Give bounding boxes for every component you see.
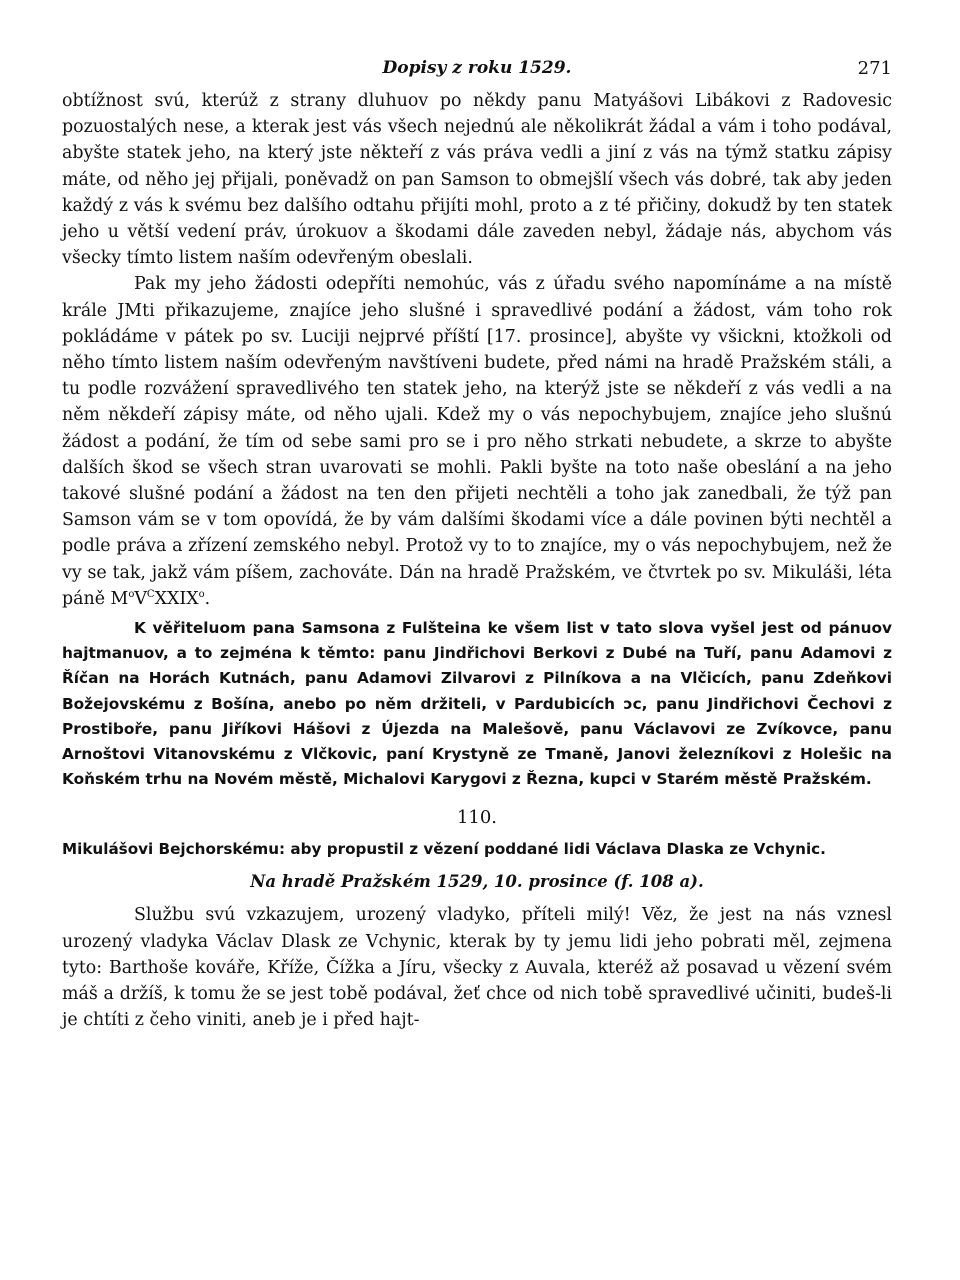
letter-paragraph: Službu svú vzkazujem, urozený vladyko, příteli milý! Věz, že jest na nás vznesl urozený vladyka Václav Dlask ze Vchynic, kterak by ty jemu lidi jeho pobrati měl, zejmena tyto: Barthoše kováře, Kříže, Čížka a Jíru, všecky z Auvala, kteréž až posavad u vězení svém máš a držíš, k tomu že se jest tobě podával, žeť chce od nich tobě spravedlivé učiniti, budeš-li je chtíti z čeho viniti, aneb je i před hajt- [62, 905, 892, 1031]
document-heading: Mikulášovi Bejchorskému: aby propustil z vězení poddané lidi Václava Dlaska ze Vchynic. [62, 840, 826, 859]
paragraph-summons-text: Pak my jeho žádosti odepříti nemohúc, vás z úřadu svého napomínáme a na místě krále JMti přikazujeme, znajíce jeho slušné i spravedlivé podání a žádost, vám toho rok pokládáme v pátek po sv. Luciji nejprvé příští [17. prosince], abyšte vy všickni, ktožkoli od něho tímto listem naším odevřeným navštíveni budete, před námi na hradě Pražském stáli, a tu podle rozvážení spravedlivého ten statek jeho, na kterýž jste se někdeří z vás vedli a na něm někdeří zápisy máte, od něho ujali. Kdež my o vás nepochybujem, znajíce jeho slušnú žádost a podání, že tím od sebe sami pro se i pro něho strkati nebudete, a skrze to abyšte dalších škod se všech stran uvarovati se mohli. Pakli byšte na toto naše obeslání a na jeho takové slušné podání a žádost na ten den přijeti nechtěli a toho jak zanedbali, že týž pan Samson vám se v tom opovídá, že by vám dalšími škodami více a dále povinen býti nechtěl a podle práva a zřízení zemského nebyl. Protož vy to to znajíce, my o vás nepochybujem, než že vy se tak, jakž vám píšem, zachováte. Dán na hradě Pražském, ve čtvrtek po sv. Mikuláši, léta páně M [62, 274, 892, 609]
document-date-line: Na hradě Pražském 1529, 10. prosince (f. 108 a). [250, 872, 704, 892]
running-title: Dopisy z roku 1529. [382, 58, 572, 78]
address-paragraph: K věřiteluom pana Samsona z Fulšteina ke všem list v tato slova vyšel jest od pánuov hajtmanuov, a to zejména k těmto: panu Jindřichovi Berkovi z Dubé na Tuří, panu Adamovi z Říčan na Horách Kutnách, panu Adamovi Zilvarovi z Pilníkova a na Vlčicích, panu Zdeňkovi Božejovskému z Bošína, anebo po něm držiteli, v Pardubicích ɔc, panu Jindřichovi Čechovi z Prostiboře, panu Jiříkovi Hášovi z Újezda na Malešově, panu Václavovi ze Zvíkovce, panu Arnoštovi Vitanovskému z Vlčkovic, paní Krystyně ze Tmaně, Janovi železníkovi z Holešic na Koňském trhu na Novém městě, Michalovi Karygovi z Řezna, kupci v Starém městě Pražském. [62, 619, 892, 789]
year-v: V [134, 588, 147, 609]
document-number: 110. [456, 807, 498, 829]
year-superscript-o: o [128, 588, 135, 600]
year-period: . [204, 588, 211, 609]
page-number: 271 [857, 58, 892, 79]
page [62, 58, 892, 1034]
paragraph-continuation: obtížnost svú, kterúž z strany dluhuov po někdy panu Matyášovi Libákovi z Radovesic pozuostalých nese, a kterak jest vás všech nejednú ale několikrát žádal a vám i toho podával, abyšte statek jeho, na který jste někteří z vás práva vedli a jiní z vás na týmž statku zápisy máte, od něho jej přijali, poněvadž on pan Samson to obmejšlí všech vás dobré, tak aby jeden každý z vás k svému bez dalšího odtahu přijíti mohl, proto a z té přičiny, dokudž by ten statek jeho u větší vedení práv, úrokuov a škodami dále zaveden nebyl, žádaje nás, abychom vás všecky tímto listem naším odevřeným obeslali. [62, 91, 892, 269]
year-superscript-o-end: o [198, 588, 205, 600]
running-head [62, 58, 892, 88]
year-superscript-c: C [146, 588, 155, 600]
paragraph-summons [62, 271, 892, 612]
year-xxix: XXIX [154, 588, 199, 609]
